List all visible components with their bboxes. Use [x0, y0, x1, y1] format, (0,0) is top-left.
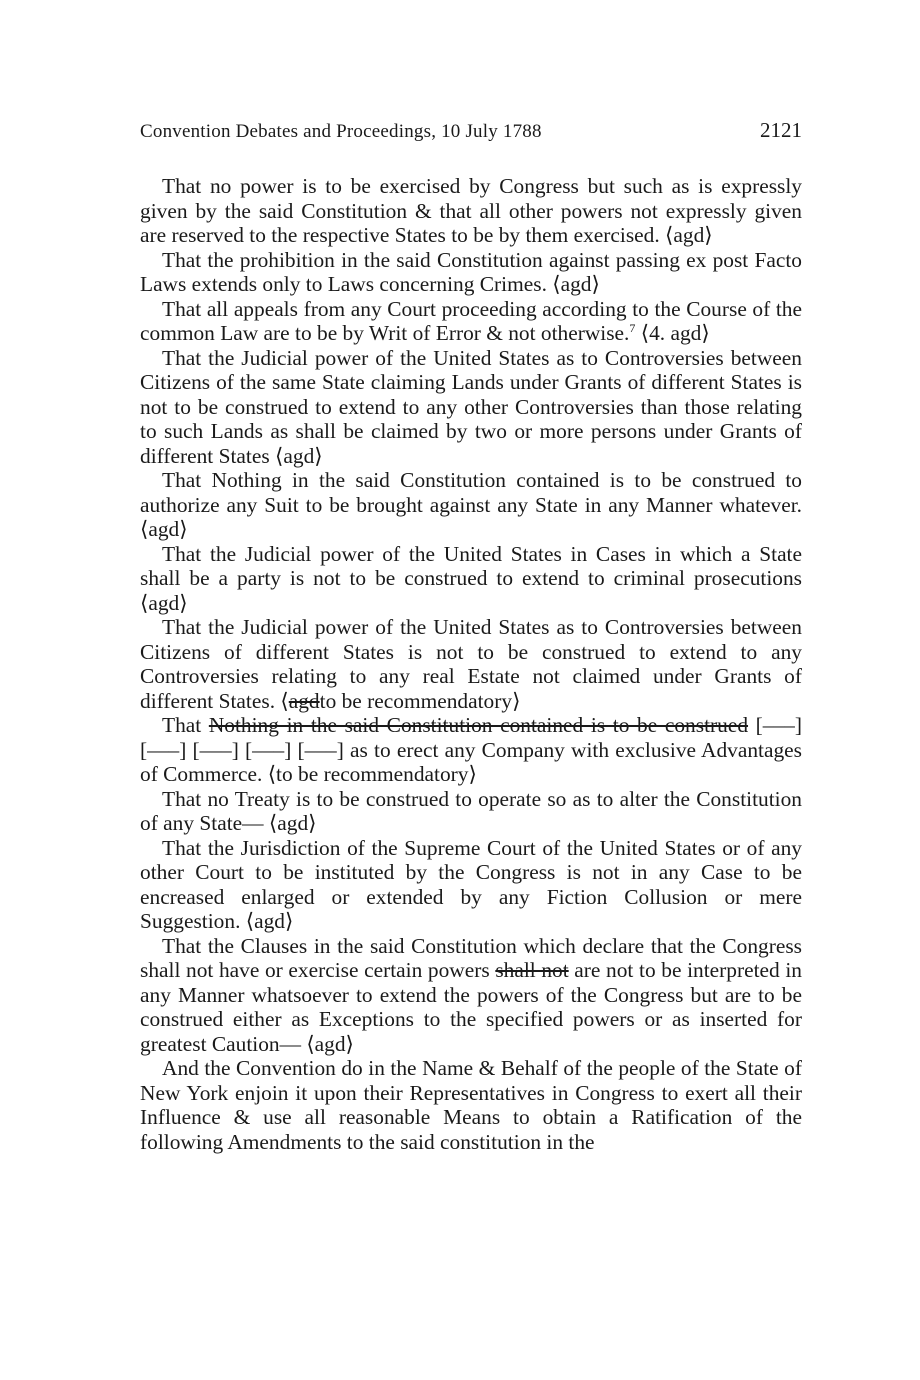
struck-text: agd: [288, 688, 320, 713]
paragraph: [140, 1056, 802, 1154]
text-segment: to be recommendatory⟩: [319, 688, 521, 713]
paragraph: [140, 346, 802, 469]
document-page: [140, 118, 802, 1154]
paragraph: [140, 615, 802, 713]
text-segment: [–––] [–––] [–––] [–––] [–––] as to erect any Company with exclusive Advantages of Commerce. ⟨to be recommendatory⟩: [140, 713, 802, 786]
text-segment: are not to be interpreted in any Manner whatsoever to extend the powers of the Congress but are to be construed either as Exceptions to the specified powers or as inserted for greatest Caution— ⟨agd⟩: [140, 958, 802, 1056]
text-segment: That no Treaty is to be construed to operate so as to alter the Constitution of any State— ⟨agd⟩: [140, 786, 802, 835]
struck-text: Nothing in the said Constitution contained is to be construed: [208, 713, 749, 737]
text-segment: That the prohibition in the said Constitution against passing ex post Facto Laws extends only to Laws concerning Crimes. ⟨agd⟩: [140, 247, 802, 296]
text-segment: That the Jurisdiction of the Supreme Court of the United States or of any other Court to be instituted by the Congress is not in any Case to be encreased enlarged or extended by any Fiction Collusion or mere Suggestion. ⟨agd⟩: [140, 835, 802, 933]
paragraph: [140, 934, 802, 1057]
paragraph: [140, 836, 802, 934]
text-segment: That Nothing in the said Constitution contained is to be construed to authorize any Suit to be brought against any State in any Manner whatever. ⟨agd⟩: [140, 468, 802, 541]
text-segment: That the Clauses in the said Constitution which declare that the Congress shall not have or exercise certain powers: [140, 933, 802, 982]
paragraph: [140, 297, 802, 346]
paragraph: [140, 468, 802, 542]
footnote-ref: 7: [629, 321, 636, 335]
page-number: 2121: [760, 118, 802, 142]
text-segment: That no power is to be exercised by Congress but such as is expressly given by the said Constitution & that all other powers not expressly given are reserved to the respective States to be by them exercised. ⟨agd⟩: [140, 174, 802, 247]
struck-text: shall not: [495, 958, 569, 982]
body-text: [140, 174, 802, 1154]
running-head: [140, 118, 802, 152]
text-segment: That the Judicial power of the United States as to Controversies between Citizens of the same State claiming Lands under Grants of different States is not to be construed to extend to any other Controversies than those relating to such Lands as shall be claimed by two or more persons under Grants of different States ⟨agd⟩: [140, 345, 802, 468]
text-segment: That the Judicial power of the United States as to Controversies between Citizens of different States is not to be construed to extend to any Controversies relating to any real Estate not claimed under Grants of different States. ⟨: [140, 615, 802, 713]
running-title: Convention Debates and Proceedings, 10 July 1788: [140, 121, 542, 142]
paragraph: [140, 787, 802, 836]
paragraph: [140, 248, 802, 297]
text-segment: That the Judicial power of the United States in Cases in which a State shall be a party is not to be construed to extend to criminal prosecutions ⟨agd⟩: [140, 541, 802, 615]
paragraph: [140, 713, 802, 787]
text-segment: ⟨4. agd⟩: [635, 321, 710, 345]
text-segment: And the Convention do in the Name & Behalf of the people of the State of New York enjoin it upon their Representatives in Congress to exert all their Influence & use all reasonable Means to obtain a Ratification of the following Amendments to the said constitution in the: [140, 1056, 802, 1154]
paragraph: [140, 542, 802, 616]
text-segment: That: [162, 713, 209, 737]
paragraph: [140, 174, 802, 248]
text-segment: That all appeals from any Court proceeding according to the Course of the common Law are to be by Writ of Error & not otherwise.: [140, 296, 802, 345]
